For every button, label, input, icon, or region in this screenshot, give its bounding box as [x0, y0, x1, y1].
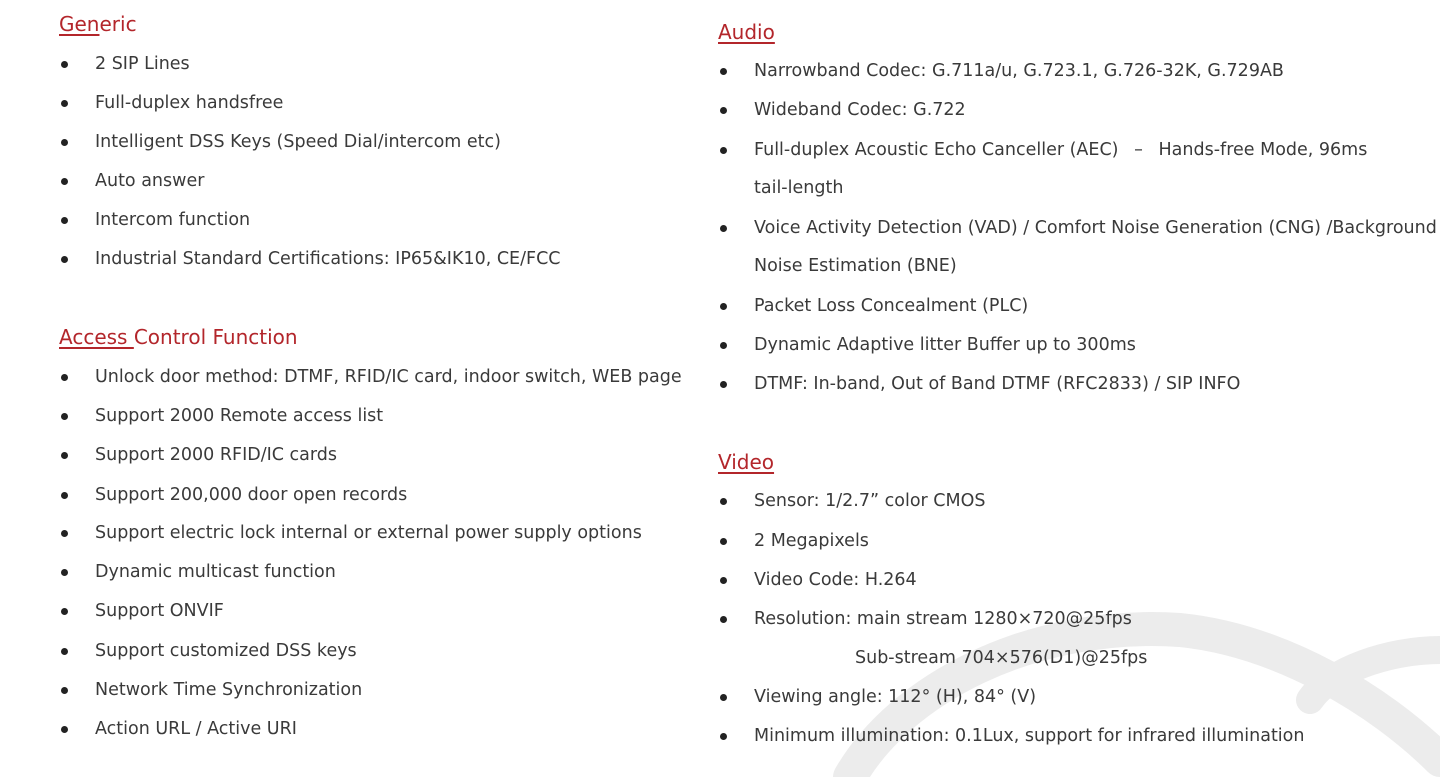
bullet-icon [720, 303, 727, 310]
bullet-icon [720, 616, 727, 623]
bullet-icon [61, 374, 68, 381]
heading-access-rest: Control Function [133, 325, 298, 349]
bullet-icon [720, 538, 727, 545]
bullet-icon [720, 733, 727, 740]
heading-access-control [59, 325, 298, 349]
bullet-icon [61, 569, 68, 576]
bullet-icon [720, 107, 727, 114]
bullet-icon [720, 68, 727, 75]
bullet-icon [61, 178, 68, 185]
bullet-icon [61, 217, 68, 224]
heading-audio-underlined: Audio [718, 20, 775, 44]
bullet-icon [61, 648, 68, 655]
bullet-icon [61, 452, 68, 459]
bullet-icon [720, 694, 727, 701]
heading-access-underlined: Access [59, 325, 134, 349]
list-item-continuation: tail-length [754, 178, 844, 198]
bullet-icon [61, 492, 68, 499]
bullet-icon [61, 726, 68, 733]
bullet-icon [61, 413, 68, 420]
heading-generic-rest: eric [99, 12, 137, 36]
bullet-icon [61, 530, 68, 537]
bullet-icon [720, 225, 727, 232]
heading-video-underlined: Video [718, 450, 775, 474]
list-item-continuation: Noise Estimation (BNE) [754, 256, 957, 276]
bullet-icon [720, 147, 727, 154]
list-item-continuation: Sub-stream 704×576(D1)@25fps [855, 648, 1148, 668]
bullet-icon [61, 687, 68, 694]
bullet-icon [61, 608, 68, 615]
bullet-icon [61, 61, 68, 68]
bullet-icon [720, 577, 727, 584]
bullet-icon [720, 342, 727, 349]
bullet-icon [720, 381, 727, 388]
bullet-icon [720, 498, 727, 505]
bullet-icon [61, 139, 68, 146]
heading-audio [718, 20, 775, 44]
heading-generic [59, 12, 137, 36]
heading-video [718, 450, 774, 474]
bullet-icon [61, 100, 68, 107]
bullet-icon [61, 256, 68, 263]
heading-generic-underlined: Gen [59, 12, 100, 36]
